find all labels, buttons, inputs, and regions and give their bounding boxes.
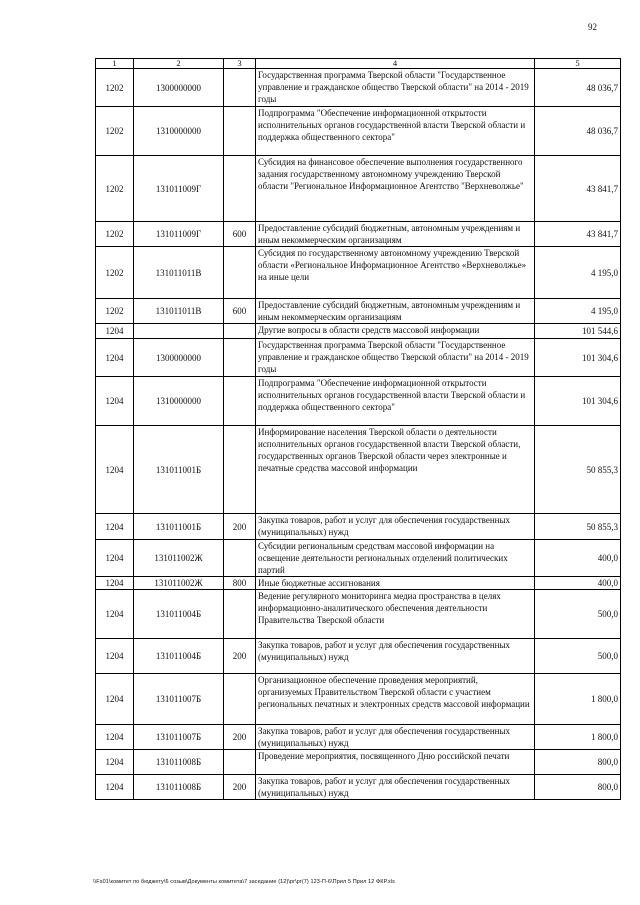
cell-c4: Закупка товаров, работ и услуг для обеспечения государственных (муниципальных) нужд [256,639,535,674]
cell-c1: 1204 [96,590,134,639]
cell-c3 [224,247,256,299]
cell-c1: 1204 [96,674,134,725]
table-row [96,750,621,775]
cell-c2: 131011011В [134,299,224,324]
cell-c2: 131011002Ж [134,540,224,577]
cell-c1: 1204 [96,426,134,514]
header-cell: 1 [96,59,134,69]
cell-c5: 4 195,0 [535,247,621,299]
cell-c1: 1202 [96,156,134,222]
cell-c3: 200 [224,775,256,800]
cell-c2: 1310000000 [134,377,224,426]
cell-c1: 1204 [96,577,134,590]
table-row [96,156,621,222]
table-header-row [96,59,621,69]
table-row [96,247,621,299]
table-row [96,577,621,590]
cell-c5: 4 195,0 [535,299,621,324]
cell-c3: 600 [224,222,256,247]
cell-c2: 131011009Г [134,156,224,222]
cell-c4: Субсидии региональным средствам массовой информации на освещение деятельности региональных отделений политических партий [256,540,535,577]
cell-c4: Подпрограмма "Обеспечение информационной открытости исполнительных органов государственной власти Тверской области и поддержка общественного сектора" [256,107,535,156]
cell-c1: 1204 [96,324,134,339]
cell-c1: 1204 [96,377,134,426]
cell-c3: 200 [224,514,256,540]
cell-c3 [224,540,256,577]
cell-c3 [224,107,256,156]
cell-c2: 131011009Г [134,222,224,247]
cell-c5: 43 841,7 [535,156,621,222]
cell-c1: 1202 [96,247,134,299]
cell-c3 [224,674,256,725]
file-path-footer: \\Fs01\комитет по бюджету\6 созыв\Документы комитета\7 заседание (12)\pr\pr(7) 123-П-6\Прил 5 Прил 12 ФКР.xls [93,879,395,885]
cell-c5: 50 855,3 [535,514,621,540]
cell-c5: 800,0 [535,775,621,800]
cell-c4: Организационное обеспечение проведения мероприятий, организуемых Правительством Тверской области с участием региональных печатных и электронных средств массовой информации [256,674,535,725]
cell-c3 [224,590,256,639]
cell-c4: Субсидия по государственному автономному учреждению Тверской области «Региональное Информационное Агентство «Верхневолжье» на иные цели [256,247,535,299]
cell-c1: 1202 [96,69,134,107]
cell-c2: 131011011В [134,247,224,299]
cell-c5: 43 841,7 [535,222,621,247]
cell-c4: Субсидия на финансовое обеспечение выполнения государственного задания государственному автономному учреждению Тверской области "Региональное Информационное Агентство "Верхневолжье" [256,156,535,222]
table-row [96,590,621,639]
cell-c5: 400,0 [535,577,621,590]
cell-c2: 131011004Б [134,590,224,639]
cell-c2: 131011008Б [134,750,224,775]
cell-c1: 1204 [96,639,134,674]
cell-c3 [224,324,256,339]
cell-c5: 48 036,7 [535,69,621,107]
cell-c3 [224,426,256,514]
cell-c1: 1204 [96,775,134,800]
table-row [96,514,621,540]
header-cell: 3 [224,59,256,69]
table-row [96,222,621,247]
cell-c3 [224,156,256,222]
cell-c2: 131011001Б [134,514,224,540]
cell-c5: 400,0 [535,540,621,577]
header-cell: 5 [535,59,621,69]
cell-c4: Проведение мероприятия, посвященного Дню российской печати [256,750,535,775]
cell-c4: Иные бюджетные ассигнования [256,577,535,590]
cell-c5: 101 304,6 [535,339,621,377]
header-cell: 4 [256,59,535,69]
table-row [96,540,621,577]
table-row [96,324,621,339]
cell-c5: 500,0 [535,639,621,674]
table-row [96,674,621,725]
budget-table [95,58,621,800]
cell-c4: Государственная программа Тверской области "Государственное управление и гражданское общество Тверской области" на 2014 - 2019 годы [256,339,535,377]
cell-c2: 131011007Б [134,674,224,725]
cell-c5: 50 855,3 [535,426,621,514]
cell-c3 [224,377,256,426]
cell-c3: 200 [224,639,256,674]
cell-c1: 1202 [96,107,134,156]
cell-c2: 131011001Б [134,426,224,514]
cell-c5: 800,0 [535,750,621,775]
cell-c4: Закупка товаров, работ и услуг для обеспечения государственных (муниципальных) нужд [256,514,535,540]
cell-c1: 1204 [96,725,134,750]
cell-c5: 48 036,7 [535,107,621,156]
cell-c2: 1300000000 [134,69,224,107]
cell-c2: 131011007Б [134,725,224,750]
table-row [96,426,621,514]
cell-c2: 1310000000 [134,107,224,156]
cell-c5: 500,0 [535,590,621,639]
cell-c5: 101 544,6 [535,324,621,339]
cell-c4: Государственная программа Тверской области "Государственное управление и гражданское общество Тверской области" на 2014 - 2019 годы [256,69,535,107]
table-row [96,725,621,750]
header-cell: 2 [134,59,224,69]
cell-c2 [134,324,224,339]
cell-c1: 1202 [96,299,134,324]
cell-c1: 1202 [96,222,134,247]
cell-c3 [224,339,256,377]
table-row [96,377,621,426]
cell-c4: Подпрограмма "Обеспечение информационной открытости исполнительных органов государственной власти Тверской области и поддержка общественного сектора" [256,377,535,426]
cell-c4: Информирование населения Тверской области о деятельности исполнительных органов государственной власти Тверской области, государственных органов Тверской области через электронные и печатные средства массовой информации [256,426,535,514]
cell-c5: 101 304,6 [535,377,621,426]
cell-c1: 1204 [96,514,134,540]
cell-c4: Ведение регулярного мониторинга медиа пространства в целях информационно-аналитического обеспечения деятельности Правительства Тверской области [256,590,535,639]
cell-c5: 1 800,0 [535,674,621,725]
cell-c3: 200 [224,725,256,750]
cell-c4: Закупка товаров, работ и услуг для обеспечения государственных (муниципальных) нужд [256,725,535,750]
table-row [96,107,621,156]
table-row [96,339,621,377]
cell-c4: Закупка товаров, работ и услуг для обеспечения государственных (муниципальных) нужд [256,775,535,800]
cell-c3 [224,69,256,107]
table-row [96,69,621,107]
page-number: 92 [588,22,597,32]
cell-c4: Другие вопросы в области средств массовой информации [256,324,535,339]
table-row [96,639,621,674]
cell-c3 [224,750,256,775]
cell-c2: 131011008Б [134,775,224,800]
cell-c1: 1204 [96,339,134,377]
cell-c2: 1300000000 [134,339,224,377]
cell-c4: Предоставление субсидий бюджетным, автономным учреждениям и иным некоммерческим организациям [256,299,535,324]
cell-c3: 800 [224,577,256,590]
cell-c4: Предоставление субсидий бюджетным, автономным учреждениям и иным некоммерческим организациям [256,222,535,247]
cell-c5: 1 800,0 [535,725,621,750]
cell-c1: 1204 [96,750,134,775]
cell-c3: 600 [224,299,256,324]
cell-c2: 131011004Б [134,639,224,674]
table-row [96,775,621,800]
cell-c2: 131011002Ж [134,577,224,590]
table-row [96,299,621,324]
cell-c1: 1204 [96,540,134,577]
